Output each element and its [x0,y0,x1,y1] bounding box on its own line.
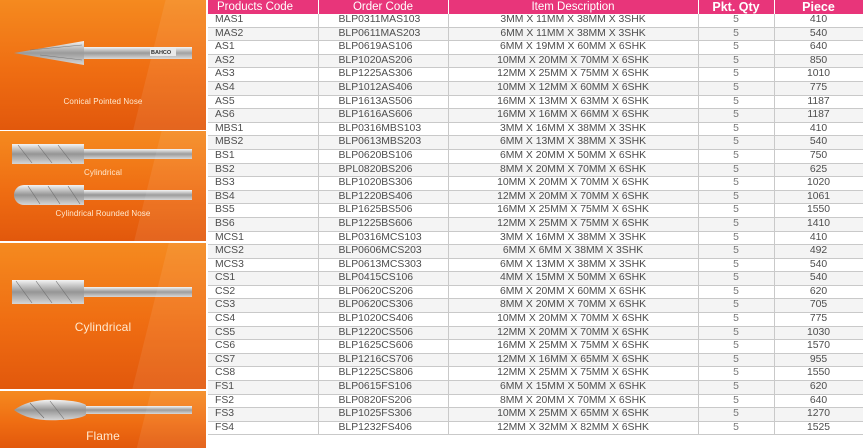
table-row [208,217,863,231]
pkt-qty-cell: 5 [698,122,774,136]
header-pkt-qty: Pkt. Qty [698,0,774,14]
product-code-cell: BS3 [208,177,318,191]
product-code-cell: BS5 [208,204,318,218]
pkt-qty-cell: 5 [698,14,774,27]
pkt-qty-cell: 5 [698,258,774,272]
table-row [208,272,863,286]
item-description-cell: 12MM X 25MM X 75MM X 6SHK [448,217,698,231]
order-code-cell: BLP1012AS406 [318,81,448,95]
piece-cell: 540 [774,272,863,286]
order-code-cell: BLP0611MAS203 [318,27,448,41]
item-description-cell: 10MM X 12MM X 60MM X 6SHK [448,81,698,95]
item-description-cell: 6MM X 6MM X 38MM X 3SHK [448,245,698,259]
order-code-cell: BLP1625BS506 [318,204,448,218]
product-code-cell: CS8 [208,367,318,381]
piece-cell: 850 [774,54,863,68]
pkt-qty-cell: 5 [698,177,774,191]
product-code-cell: CS3 [208,299,318,313]
order-code-cell: BLP1232FS406 [318,421,448,435]
item-description-cell: 10MM X 20MM X 70MM X 6SHK [448,177,698,191]
pkt-qty-cell: 5 [698,136,774,150]
piece-cell: 1187 [774,109,863,123]
flame-burr-image [10,397,196,423]
piece-cell: 750 [774,149,863,163]
product-code-cell: AS1 [208,41,318,55]
order-code-cell: BLP0820FS206 [318,394,448,408]
pkt-qty-cell: 5 [698,245,774,259]
panel-label: Cylindrical [74,320,132,334]
item-description-cell: 6MM X 13MM X 38MM X 3SHK [448,136,698,150]
pkt-qty-cell: 5 [698,109,774,123]
table-body [208,14,863,435]
pkt-qty-cell: 5 [698,313,774,327]
item-description-cell: 6MM X 13MM X 38MM X 3SHK [448,258,698,272]
piece-cell: 775 [774,313,863,327]
item-description-cell: 12MM X 25MM X 75MM X 6SHK [448,367,698,381]
table-row [208,394,863,408]
cylindrical-end-cut-burr-image [10,277,196,307]
pkt-qty-cell: 5 [698,41,774,55]
table-row [208,41,863,55]
product-code-cell: FS1 [208,381,318,395]
table-row [208,204,863,218]
order-code-cell: BLP0620CS306 [318,299,448,313]
order-code-cell: BLP0620CS206 [318,285,448,299]
order-code-cell: BLP0415CS106 [318,272,448,286]
pkt-qty-cell: 5 [698,81,774,95]
panel-label: Cylindrical [84,168,122,177]
product-code-cell: AS5 [208,95,318,109]
pkt-qty-cell: 5 [698,326,774,340]
item-description-cell: 10MM X 25MM X 65MM X 6SHK [448,408,698,422]
order-code-cell: BLP1225CS806 [318,367,448,381]
piece-cell: 1010 [774,68,863,82]
brand-mark-label: BAHCO [151,50,172,56]
piece-cell: 492 [774,245,863,259]
item-description-cell: 16MM X 25MM X 75MM X 6SHK [448,204,698,218]
piece-cell: 540 [774,136,863,150]
header-item-description: Item Description [448,0,698,14]
product-code-cell: MCS1 [208,231,318,245]
pkt-qty-cell: 5 [698,68,774,82]
piece-cell: 540 [774,258,863,272]
item-description-cell: 6MM X 15MM X 50MM X 6SHK [448,381,698,395]
pkt-qty-cell: 5 [698,204,774,218]
table-row [208,421,863,435]
pkt-qty-cell: 5 [698,149,774,163]
conical-burr-image [10,36,196,70]
piece-cell: 1270 [774,408,863,422]
table-row [208,258,863,272]
panel-cylindrical-ball-nose [0,131,206,241]
pkt-qty-cell: 5 [698,163,774,177]
order-code-cell: BLP0620BS106 [318,149,448,163]
cylindrical-burr-image [10,141,196,167]
piece-cell: 540 [774,27,863,41]
header-products-code: Products Code [208,0,318,14]
header-order-code: Order Code [318,0,448,14]
product-code-cell: MAS2 [208,27,318,41]
item-description-cell: 3MM X 11MM X 38MM X 3SHK [448,14,698,27]
table-row [208,136,863,150]
pkt-qty-cell: 5 [698,272,774,286]
product-code-cell: BS6 [208,217,318,231]
item-description-cell: 6MM X 20MM X 60MM X 6SHK [448,285,698,299]
order-code-cell: BLP0615FS106 [318,381,448,395]
item-description-cell: 16MM X 13MM X 63MM X 6SHK [448,95,698,109]
product-code-cell: BS2 [208,163,318,177]
table-row [208,81,863,95]
pkt-qty-cell: 5 [698,95,774,109]
product-code-cell: CS2 [208,285,318,299]
piece-cell: 1410 [774,217,863,231]
table-row [208,326,863,340]
table-row [208,122,863,136]
item-description-cell: 8MM X 20MM X 70MM X 6SHK [448,163,698,177]
piece-cell: 620 [774,381,863,395]
table-row [208,231,863,245]
order-code-cell: BLP1020CS406 [318,313,448,327]
item-description-cell: 6MM X 20MM X 50MM X 6SHK [448,149,698,163]
piece-cell: 775 [774,81,863,95]
piece-cell: 955 [774,353,863,367]
piece-cell: 640 [774,41,863,55]
order-code-cell: BLP1625CS606 [318,340,448,354]
piece-cell: 705 [774,299,863,313]
piece-cell: 1061 [774,190,863,204]
product-code-cell: FS4 [208,421,318,435]
piece-cell: 625 [774,163,863,177]
item-description-cell: 12MM X 32MM X 82MM X 6SHK [448,421,698,435]
order-code-cell: BLP1020AS206 [318,54,448,68]
order-code-cell: BLP1216CS706 [318,353,448,367]
table-row [208,177,863,191]
piece-cell: 1020 [774,177,863,191]
panel-cylindrical [0,243,206,389]
item-description-cell: 8MM X 20MM X 70MM X 6SHK [448,394,698,408]
header-piece: Piece [774,0,863,14]
table-row [208,14,863,27]
pkt-qty-cell: 5 [698,381,774,395]
pkt-qty-cell: 5 [698,367,774,381]
panel-label: Conical Pointed Nose [63,97,143,106]
pkt-qty-cell: 5 [698,408,774,422]
item-description-cell: 3MM X 16MM X 38MM X 3SHK [448,122,698,136]
panel-label: Cylindrical Rounded Nose [55,209,151,218]
order-code-cell: BLP0619AS106 [318,41,448,55]
order-code-cell: BLP1020BS306 [318,177,448,191]
pkt-qty-cell: 5 [698,394,774,408]
product-code-cell: AS4 [208,81,318,95]
item-description-cell: 4MM X 15MM X 50MM X 6SHK [448,272,698,286]
order-code-cell: BLP1220CS506 [318,326,448,340]
order-code-cell: BLP0613MCS303 [318,258,448,272]
pkt-qty-cell: 5 [698,54,774,68]
piece-cell: 1525 [774,421,863,435]
table-row [208,68,863,82]
table-row [208,149,863,163]
item-description-cell: 16MM X 16MM X 66MM X 6SHK [448,109,698,123]
order-code-cell: BLP1025FS306 [318,408,448,422]
piece-cell: 1570 [774,340,863,354]
table-row [208,340,863,354]
order-code-cell: BLP1616AS606 [318,109,448,123]
item-description-cell: 12MM X 25MM X 75MM X 6SHK [448,68,698,82]
product-code-cell: BS1 [208,149,318,163]
item-description-cell: 3MM X 16MM X 38MM X 3SHK [448,231,698,245]
item-description-cell: 6MM X 19MM X 60MM X 6SHK [448,41,698,55]
panel-flame [0,391,206,448]
product-code-cell: CS7 [208,353,318,367]
pkt-qty-cell: 5 [698,353,774,367]
product-code-cell: MCS3 [208,258,318,272]
piece-cell: 410 [774,14,863,27]
piece-cell: 1187 [774,95,863,109]
product-code-cell: CS6 [208,340,318,354]
table-row [208,285,863,299]
order-code-cell: BLP0606MCS203 [318,245,448,259]
rounded-nose-burr-image [10,183,196,207]
item-description-cell: 8MM X 20MM X 70MM X 6SHK [448,299,698,313]
product-code-cell: CS4 [208,313,318,327]
product-code-cell: CS5 [208,326,318,340]
product-code-cell: CS1 [208,272,318,286]
order-code-cell: BLP0613MBS203 [318,136,448,150]
item-description-cell: 6MM X 11MM X 38MM X 3SHK [448,27,698,41]
product-code-cell: AS3 [208,68,318,82]
pkt-qty-cell: 5 [698,285,774,299]
table-row [208,313,863,327]
product-table [208,0,863,435]
product-code-cell: AS2 [208,54,318,68]
product-code-cell: AS6 [208,109,318,123]
order-code-cell: BLP0316MBS103 [318,122,448,136]
piece-cell: 410 [774,231,863,245]
item-description-cell: 16MM X 25MM X 75MM X 6SHK [448,340,698,354]
item-description-cell: 12MM X 20MM X 70MM X 6SHK [448,190,698,204]
pkt-qty-cell: 5 [698,340,774,354]
pkt-qty-cell: 5 [698,217,774,231]
table-row [208,27,863,41]
pkt-qty-cell: 5 [698,27,774,41]
product-code-cell: MAS1 [208,14,318,27]
table-row [208,190,863,204]
piece-cell: 640 [774,394,863,408]
product-code-cell: MBS2 [208,136,318,150]
product-code-cell: FS2 [208,394,318,408]
table-row [208,381,863,395]
order-code-cell: BLP1220BS406 [318,190,448,204]
category-sidebar [0,0,206,448]
item-description-cell: 10MM X 20MM X 70MM X 6SHK [448,313,698,327]
table-row [208,299,863,313]
product-code-cell: MBS1 [208,122,318,136]
piece-cell: 1550 [774,367,863,381]
table-row [208,163,863,177]
product-code-cell: BS4 [208,190,318,204]
table-row [208,245,863,259]
table-row [208,408,863,422]
order-code-cell: BLP0316MCS103 [318,231,448,245]
order-code-cell: BLP0311MAS103 [318,14,448,27]
table-row [208,367,863,381]
pkt-qty-cell: 5 [698,190,774,204]
panel-conical-pointed-nose [0,0,206,130]
table-row [208,109,863,123]
item-description-cell: 12MM X 16MM X 65MM X 6SHK [448,353,698,367]
table-row [208,54,863,68]
pkt-qty-cell: 5 [698,299,774,313]
piece-cell: 1550 [774,204,863,218]
table-row [208,95,863,109]
order-code-cell: BLP1225AS306 [318,68,448,82]
piece-cell: 620 [774,285,863,299]
table-row [208,353,863,367]
piece-cell: 410 [774,122,863,136]
panel-label: Flame [86,429,120,443]
piece-cell: 1030 [774,326,863,340]
pkt-qty-cell: 5 [698,421,774,435]
item-description-cell: 12MM X 20MM X 70MM X 6SHK [448,326,698,340]
pkt-qty-cell: 5 [698,231,774,245]
order-code-cell: BLP1225BS606 [318,217,448,231]
product-code-cell: FS3 [208,408,318,422]
item-description-cell: 10MM X 20MM X 70MM X 6SHK [448,54,698,68]
product-code-cell: MCS2 [208,245,318,259]
table-header-row [208,0,863,14]
order-code-cell: BPL0820BS206 [318,163,448,177]
product-table-area [208,0,863,448]
order-code-cell: BLP1613AS506 [318,95,448,109]
